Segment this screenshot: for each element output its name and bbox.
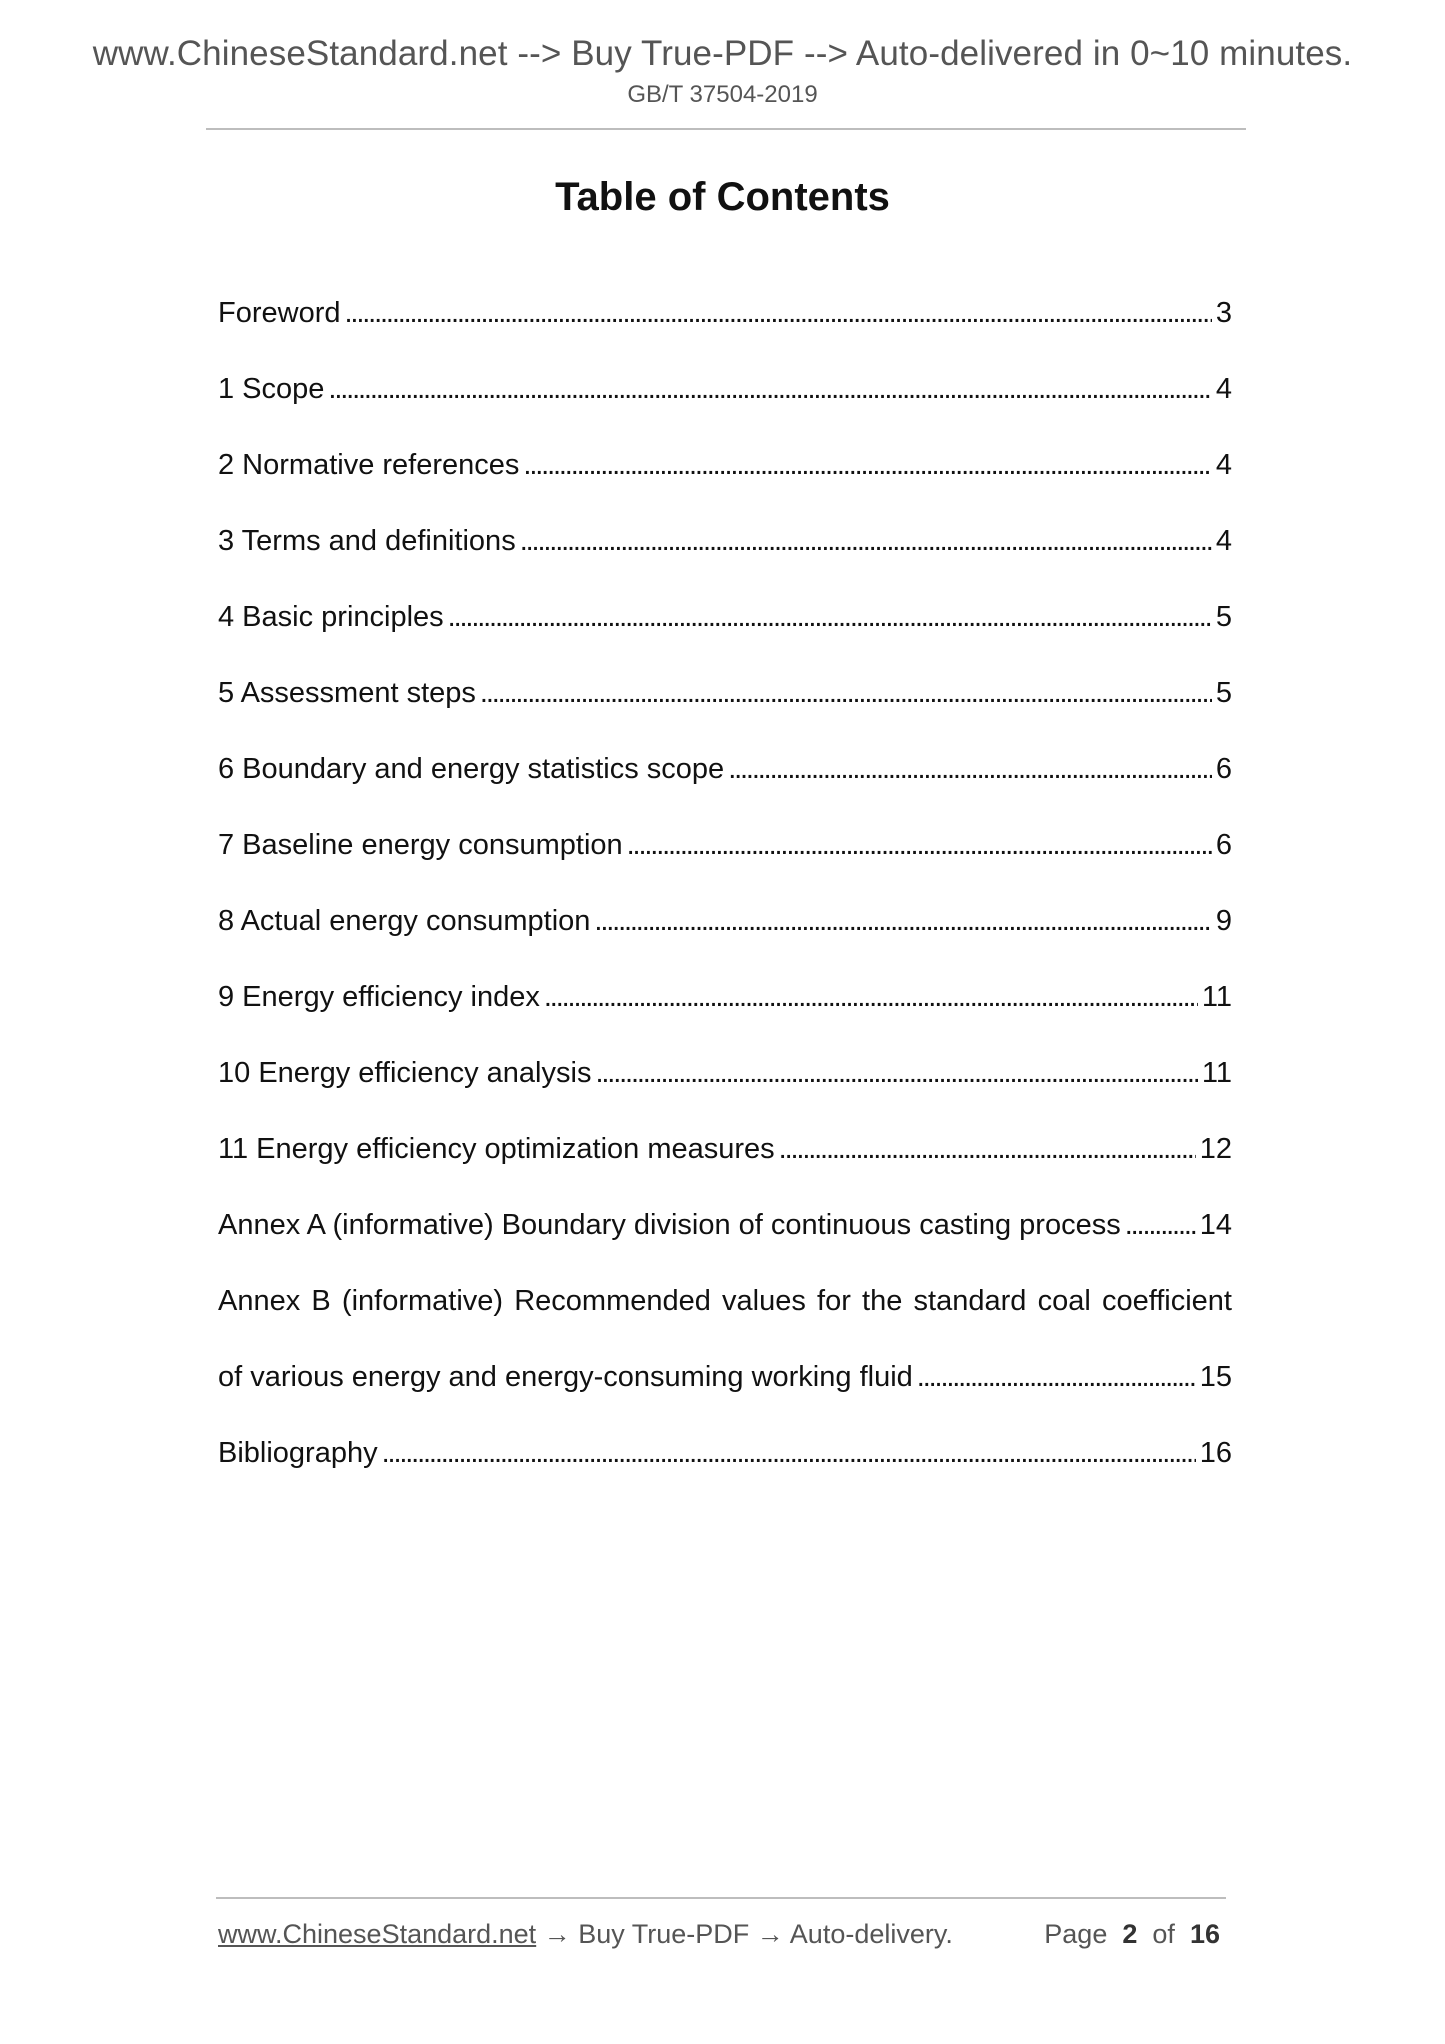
toc-entry-annex-b[interactable] <box>218 1282 1232 1434</box>
toc-dot-leader <box>1125 1206 1196 1244</box>
toc-page-number: 4 <box>1215 449 1232 481</box>
toc-entry-bibliography[interactable] <box>218 1434 1232 1510</box>
toc-entry-label: 5 Assessment steps <box>218 677 476 709</box>
toc-dot-leader <box>480 674 1212 712</box>
page-current: 2 <box>1122 1919 1138 1949</box>
toc-page-number: 5 <box>1215 601 1232 633</box>
toc-dot-leader <box>779 1130 1196 1168</box>
document-code: GB/T 37504-2019 <box>627 81 818 108</box>
page-total: 16 <box>1189 1919 1220 1949</box>
toc-entry-energy-efficiency-analysis[interactable] <box>218 1054 1232 1130</box>
header-banner: www.ChineseStandard.net --> Buy True-PDF --> Auto-delivered in 0~10 minutes. <box>92 34 1353 73</box>
toc-page-number: 16 <box>1199 1437 1232 1469</box>
toc-dot-leader <box>544 978 1198 1016</box>
page-indicator <box>1044 1918 1220 1950</box>
toc-page-number: 6 <box>1215 753 1232 785</box>
toc-entry-label: 7 Baseline energy consumption <box>218 829 623 861</box>
toc-page-number: 6 <box>1215 829 1232 861</box>
page-of: of <box>1152 1919 1175 1949</box>
toc-dot-leader <box>448 598 1212 636</box>
header-divider <box>206 128 1246 130</box>
toc-entry-terms-and-definitions[interactable] <box>218 522 1232 598</box>
toc-dot-leader <box>345 294 1212 332</box>
toc-page-number: 4 <box>1215 373 1232 405</box>
table-of-contents <box>218 294 1232 1510</box>
toc-entry-label: 6 Boundary and energy statistics scope <box>218 753 725 785</box>
toc-page-number: 14 <box>1199 1209 1232 1241</box>
toc-entry-foreword[interactable] <box>218 294 1232 370</box>
toc-dot-leader <box>595 1054 1197 1092</box>
toc-entry-label: Bibliography <box>218 1437 378 1469</box>
toc-entry-label: Foreword <box>218 297 341 329</box>
toc-entry-label: 9 Energy efficiency index <box>218 981 540 1013</box>
toc-dot-leader <box>627 826 1212 864</box>
toc-entry-label: 3 Terms and definitions <box>218 525 516 557</box>
toc-page-number: 4 <box>1215 525 1232 557</box>
toc-page-number: 9 <box>1215 905 1232 937</box>
toc-page-number: 11 <box>1201 981 1232 1013</box>
toc-entry-annex-a[interactable] <box>218 1206 1232 1282</box>
toc-page-number: 12 <box>1199 1133 1232 1165</box>
page-label: Page <box>1044 1919 1108 1949</box>
toc-entry-scope[interactable] <box>218 370 1232 446</box>
toc-entry-baseline-energy-consumption[interactable] <box>218 826 1232 902</box>
page-title: Table of Contents <box>555 175 890 219</box>
toc-entry-label: Annex B (informative) Recommended values for the standard coal coefficient <box>218 1285 1232 1317</box>
toc-entry-assessment-steps[interactable] <box>218 674 1232 750</box>
toc-page-number: 15 <box>1199 1361 1232 1393</box>
footer-divider <box>216 1897 1226 1899</box>
toc-entry-label: 1 Scope <box>218 373 325 405</box>
footer <box>218 1918 1228 1950</box>
toc-entry-continuation <box>218 1358 1232 1434</box>
toc-entry-label: 10 Energy efficiency analysis <box>218 1057 592 1089</box>
toc-dot-leader <box>523 446 1211 484</box>
arrow-icon: → <box>543 1919 571 1949</box>
toc-dot-leader <box>917 1358 1196 1396</box>
toc-entry-label: 2 Normative references <box>218 449 520 481</box>
toc-dot-leader <box>728 750 1212 788</box>
toc-entry-label: Annex A (informative) Boundary division of continuous casting process <box>218 1209 1121 1241</box>
toc-entry-label: 8 Actual energy consumption <box>218 905 591 937</box>
toc-page-number: 11 <box>1201 1057 1232 1089</box>
toc-dot-leader <box>382 1434 1196 1472</box>
arrow-icon: → <box>756 1919 784 1949</box>
toc-entry-boundary-and-energy-statistics-scope[interactable] <box>218 750 1232 826</box>
toc-entry-label: 11 Energy efficiency optimization measures <box>218 1133 775 1165</box>
toc-entry-energy-efficiency-optimization-measures[interactable] <box>218 1130 1232 1206</box>
toc-dot-leader <box>328 370 1211 408</box>
toc-dot-leader <box>594 902 1211 940</box>
toc-page-number: 5 <box>1215 677 1232 709</box>
toc-page-number: 3 <box>1215 297 1232 329</box>
toc-entry-label-continuation: of various energy and energy-consuming working fluid <box>218 1361 913 1393</box>
footer-site-link[interactable]: www.ChineseStandard.net <box>218 1919 537 1949</box>
toc-entry-basic-principles[interactable] <box>218 598 1232 674</box>
toc-entry-normative-references[interactable] <box>218 446 1232 522</box>
toc-entry-actual-energy-consumption[interactable] <box>218 902 1232 978</box>
toc-dot-leader <box>520 522 1212 560</box>
toc-entry-energy-efficiency-index[interactable] <box>218 978 1232 1054</box>
footer-delivery-text: Auto-delivery. <box>789 1919 953 1949</box>
toc-entry-label: 4 Basic principles <box>218 601 444 633</box>
footer-buy-text: Buy True-PDF <box>578 1919 750 1949</box>
